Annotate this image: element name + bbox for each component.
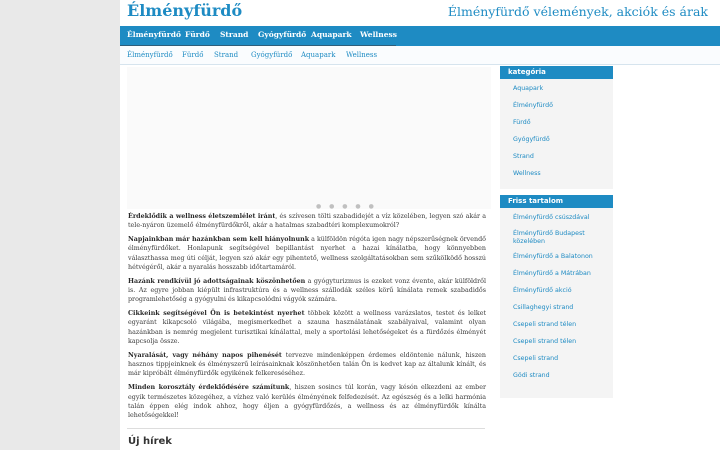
intro-paragraph: Érdeklődik a wellness életszemlélet iránt, és szívesen tölti szabadidejét a víz közelében, legyen szó akár a tele-nyáron üzemelő élményfürdőkről, akár a hatalmas szabadtéri komplexumokról?	[128, 213, 486, 230]
categories-list	[500, 79, 613, 189]
fresh-content-link[interactable]: Élményfürdő akció	[513, 287, 572, 294]
intro-paragraph: Minden korosztály érdeklődésére számítunk, hiszen sosincs túl korán, vagy késón elkezdeni az ember egyik természetes közegéhez, a vízhez való kerülés élményének felfedezését. Az egészség és a lelki harmónia talán éppen elég indok ahhoz, hogy éljen a gyógyfürdőzés, a wellness és az élményfürdők kínálta lehetőségekkel!	[128, 384, 486, 420]
site-logo[interactable]: Élményfürdő	[127, 1, 243, 20]
section-divider	[127, 428, 485, 429]
fresh-content-link[interactable]: Élményfürdő csúszdával	[513, 214, 590, 221]
sub-nav-aquapark[interactable]: Aquapark	[301, 51, 336, 59]
fresh-content-link[interactable]: Csepeli strand télen	[513, 321, 577, 328]
main-nav-aquapark[interactable]: Aquapark	[311, 30, 352, 39]
category-link[interactable]: Fürdő	[513, 119, 531, 126]
news-heading: Új hírek	[128, 436, 172, 447]
intro-paragraph: Napjainkban már hazánkban sem kell hiányolnunk a külföldön régóta igen nagy népszerűségnek örvendő élményfürdőket. Honlapunk segítségével bepillantást nyerhet a hazai kínálatba, hogy könnyebben választhassa meg úti célját, legyen szó akár egy pihentető, wellness szolgáltatásokban sem szűkölködő hosszú hétvégéről, akár a nyaralás hosszabb időtartamáról.	[128, 236, 486, 271]
category-link[interactable]: Gyógyfürdő	[513, 136, 550, 143]
sub-nav-elmenyfurdo[interactable]: Élményfürdő	[127, 51, 173, 59]
site-tagline: Élményfürdő vélemények, akciók és árak	[447, 4, 708, 19]
categories-widget-title: kategória	[500, 66, 613, 79]
site-header	[120, 0, 720, 26]
fresh-content-link[interactable]: Élményfürdő a Mátrában	[513, 270, 591, 277]
sub-nav-furdo[interactable]: Fürdő	[182, 51, 204, 59]
intro-text	[128, 212, 486, 425]
page	[120, 0, 720, 450]
main-navigation	[120, 26, 720, 46]
fresh-content-widget-title: Friss tartalom	[500, 195, 613, 208]
sub-nav-gyogyfurdo[interactable]: Gyógyfürdő	[251, 51, 293, 59]
fresh-content-link[interactable]: Élményfürdő a Balatonon	[513, 253, 593, 260]
sub-nav-wellness[interactable]: Wellness	[346, 51, 378, 59]
sub-nav-strand[interactable]: Strand	[214, 51, 239, 59]
main-nav-gyogyfurdo[interactable]: Gyógyfürdő	[258, 30, 307, 39]
category-link[interactable]: Élményfürdő	[513, 102, 553, 109]
category-link[interactable]: Aquapark	[513, 85, 544, 92]
category-link[interactable]: Wellness	[513, 170, 541, 177]
image-slider[interactable]	[127, 67, 491, 209]
intro-paragraph: Cikkeink segítségével Ön is betekintést nyerhet többek között a wellness varázslatos, testet és lelket egyaránt kikapcsoló világába, megismerkedhet a szauna használatának szabályaival, valamint olyan hazánkban is nemrég megjelent turisztikai kínálattal, mely a sportolási lehetőségeket és a fürdőzés élményét kapcsolja össze.	[128, 310, 486, 346]
intro-paragraph: Nyaralását, vagy néhány napos pihenését tervezve mindenképpen érdemes eldöntenie nálunk, hiszen hasznos tippjeinknek és élményszerű leírásainknak köszönhetően talán Ön is kedvet kap az általunk kínált, és már kipróbált élményfürdők egyikének felkereséséhez.	[128, 351, 486, 378]
main-nav-strand[interactable]: Strand	[220, 30, 249, 39]
fresh-content-list	[500, 208, 613, 398]
main-nav-wellness[interactable]: Wellness	[360, 30, 397, 39]
fresh-content-link[interactable]: Csepeli strand télen	[513, 338, 577, 345]
fresh-content-link[interactable]: Csillaghegyi strand	[513, 304, 574, 311]
sub-navigation	[120, 46, 720, 65]
main-nav-elmenyfurdo[interactable]: Élményfürdő	[127, 30, 181, 39]
category-link[interactable]: Strand	[513, 153, 534, 160]
main-nav-furdo[interactable]: Fürdő	[185, 30, 210, 39]
fresh-content-link[interactable]: Csepeli strand	[513, 355, 559, 362]
slider-pagination-dots[interactable]: ● ● ● ● ●	[316, 203, 377, 210]
intro-paragraph: Hazánk rendkívül jó adottságainak köszönhetően a gyógyturizmus is ezeket vonz évente, akár külföldről is. Az egyre jobban kiépült infrastruktúra és a wellness szállodák széles körű kínálata remek szabadidős programlehetőség a gyógyulni és kikapcsolódni vágyók számára.	[128, 277, 486, 304]
fresh-content-link[interactable]: Élményfürdő Budapest közelében	[513, 230, 585, 245]
fresh-content-link[interactable]: Gödi strand	[513, 372, 550, 379]
